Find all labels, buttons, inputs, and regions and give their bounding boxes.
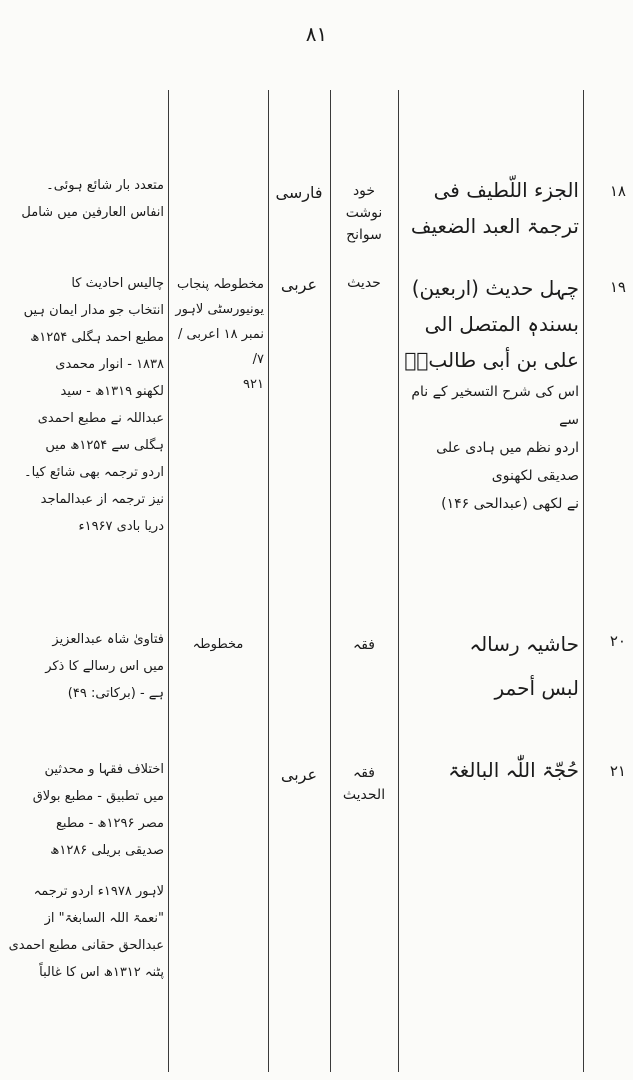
kind-cell xyxy=(334,272,394,294)
notes-line: میں تطبیق - مطبع بولاق xyxy=(32,789,164,804)
title-note-line: اس کی شرح التسخیر کے نام سے xyxy=(411,384,579,428)
notes-line: مطبع احمد ہگلی ۱۲۵۴ھ xyxy=(30,330,164,345)
notes-line: انفاس العارفین میں شامل xyxy=(21,205,164,220)
kind-line: حدیث xyxy=(347,275,381,291)
notes-line: متعدد بار شائع ہوئی۔ xyxy=(46,178,164,193)
notes-line: لکھنو ۱۳۱۹ھ - سید xyxy=(60,384,164,399)
title-cell xyxy=(404,752,579,788)
kind-cell xyxy=(334,762,394,806)
kind-line: فقہ xyxy=(353,637,375,653)
column-divider xyxy=(398,90,399,1072)
title-line: بسندہٖ المتصل الی xyxy=(424,312,579,336)
title-note-line: اردو نظم میں ہادی علی صدیقی لکھنوی xyxy=(436,440,579,484)
notes-cell xyxy=(8,756,164,986)
serial-number: ۱۹ xyxy=(609,278,626,296)
notes-line: لاہور ۱۹۷۸ء اردو ترجمہ xyxy=(33,884,164,899)
manuscript-line: نمبر ۱۸ اعربی / ۷/ xyxy=(178,327,264,367)
notes-line: مصر ۱۲۹۶ھ - مطبع xyxy=(56,816,164,831)
title-cell xyxy=(404,172,579,244)
kind-line: فقہ الحدیث xyxy=(342,765,386,803)
notes-line: عبدالحق حقانی مطبع احمدی xyxy=(8,938,164,953)
notes-cell xyxy=(8,626,164,707)
kind-cell xyxy=(334,634,394,656)
kind-line: خود نوشت xyxy=(345,183,383,221)
manuscript-line: ۹۲۱ xyxy=(243,377,264,392)
title-line: حاشیہ رسالہ xyxy=(469,632,579,656)
title-line: لبس أحمر xyxy=(494,676,579,700)
title-line: حُجّۃ اللّٰہ البالغۃ xyxy=(448,758,579,782)
manuscript-line: یونیورسٹی لاہور xyxy=(175,302,264,317)
title-cell xyxy=(404,622,579,710)
notes-cell xyxy=(8,172,164,226)
manuscript-cell xyxy=(172,632,264,657)
title-line: علی بن أبی طالبؓ۔ xyxy=(404,348,579,372)
notes-line: فتاویٰ شاہ عبدالعزیز xyxy=(52,632,164,647)
notes-cell xyxy=(8,270,164,540)
language-cell: عربی xyxy=(280,275,318,294)
serial-number: ۲۱ xyxy=(609,762,626,780)
manuscript-cell xyxy=(172,272,264,397)
page-number: ۸۱ xyxy=(305,22,328,46)
title-note-line: نے لکھی (عبدالحی ۱۴۶) xyxy=(441,496,579,512)
serial-number: ۲۰ xyxy=(609,632,626,650)
notes-line: ۱۸۳۸ - انوار محمدی xyxy=(55,357,164,372)
notes-line: "نعمۃ اللہ السابغۃ" از xyxy=(44,911,164,926)
notes-line: چالیس احادیث کا xyxy=(71,276,164,291)
column-divider xyxy=(583,90,584,1072)
notes-line: انتخاب جو مدار ایمان ہیں xyxy=(23,303,164,318)
column-divider xyxy=(168,90,169,1072)
language-cell: عربی xyxy=(280,765,318,784)
notes-line: اردو ترجمہ بھی شائع کیا۔ xyxy=(24,465,164,480)
notes-line: دریا بادی ۱۹۶۷ء xyxy=(78,519,164,534)
notes-line: نیز ترجمہ از عبدالماجد xyxy=(40,492,164,507)
manuscript-line: مخطوطہ xyxy=(192,637,244,652)
column-divider xyxy=(330,90,331,1072)
notes-line: میں اس رسالے کا ذکر xyxy=(45,659,164,674)
notes-line: ہگلی سے ۱۲۵۴ھ میں xyxy=(45,438,164,453)
notes-line: پٹنہ ۱۳۱۲ھ اس کا غالباً xyxy=(39,965,164,980)
title-line: چہل حدیث (اربعین) xyxy=(411,276,579,300)
language-cell: فارسی xyxy=(275,183,323,202)
kind-cell xyxy=(334,180,394,246)
notes-line: ہے - (برکاتی: ۴۹) xyxy=(67,686,164,701)
manuscript-line: مخطوطہ پنجاب xyxy=(177,277,264,292)
title-cell xyxy=(404,270,579,518)
title-line: ترجمۃ العبد الضعیف xyxy=(410,214,579,238)
title-line: الجزء اللّطیف فی xyxy=(433,178,579,202)
notes-line: اختلاف فقہا و محدثین xyxy=(44,762,164,777)
column-divider xyxy=(268,90,269,1072)
kind-line: سوانح xyxy=(346,227,382,243)
notes-line: عبداللہ نے مطبع احمدی xyxy=(37,411,164,426)
serial-number: ۱۸ xyxy=(609,182,626,200)
notes-line: صدیقی بریلی ۱۲۸۶ھ xyxy=(50,843,164,858)
